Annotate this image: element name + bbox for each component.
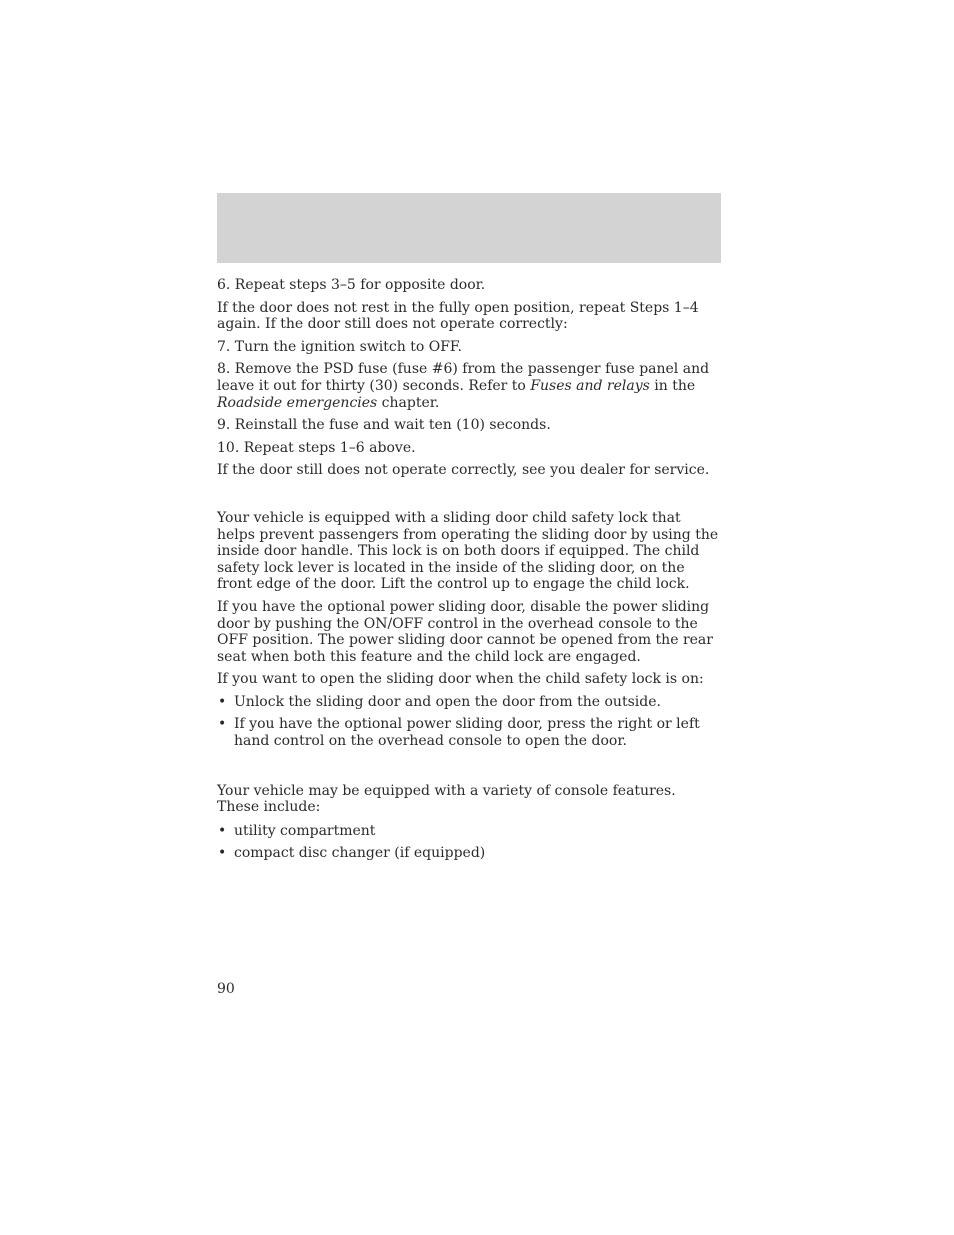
list-item-text: compact disc changer (if equipped) [234,845,486,862]
child-lock-paragraph-1: Your vehicle is equipped with a sliding door child safety lock that helps prevent passengers from operating the sliding door by using the inside door handle. This lock is on both doors if equipped. The child safety lock lever is located in the inside of the sliding door, on the front edge of the door. Lift the control up to engage the child lock. [217,509,719,593]
list-item-text: If you have the optional power sliding door, press the right or left hand control on the overhead console to open the door. [234,716,700,750]
bullet-glyph: • [218,716,227,733]
list-item [217,694,721,711]
fuses-relays-reference: Fuses and relays [530,377,650,394]
step-8-text-b: in the [649,377,696,394]
list-item [217,823,721,840]
list-item-text: utility compartment [234,822,376,839]
step-6: 6. Repeat steps 3–5 for opposite door. [217,277,486,293]
child-lock-paragraph-3: If you want to open the sliding door when the child safety lock is on: [217,671,704,688]
section-gap [217,756,721,783]
list-item-text: Unlock the sliding door and open the door from the outside. [234,693,661,710]
list-item [217,845,721,862]
child-lock-bullet-list [217,694,721,750]
child-lock-paragraph-2: If you have the optional power sliding door, disable the power sliding door by pushing the ON/OFF control in the overhead console to the OFF position. The power sliding door cannot be opened from the rear seat when both this feature and the child lock are engaged. [217,598,713,665]
page-content [217,277,721,868]
bullet-glyph: • [218,693,227,710]
bullet-glyph: • [218,822,227,839]
step-8-text-c: chapter. [377,394,440,411]
step-7: 7. Turn the ignition switch to OFF. [217,338,462,355]
step-10: 10. Repeat steps 1–6 above. [217,439,416,456]
console-paragraph-1: Your vehicle may be equipped with a variety of console features. These include: [217,782,676,816]
header-band [217,193,721,263]
list-item [217,716,721,749]
roadside-emergencies-reference: Roadside emergencies [217,394,378,411]
step-8-text-a: 8. Remove the PSD fuse (fuse #6) from the passenger fuse panel and leave it out for thirty (30) seconds. Refer to [217,361,710,394]
step-8 [217,361,721,411]
page-number: 90 [217,981,235,997]
if-still-paragraph: If the door still does not operate correctly, see you dealer for service. [217,462,710,479]
section-gap [217,485,721,510]
step-9: 9. Reinstall the fuse and wait ten (10) seconds. [217,417,551,434]
if-not-open-paragraph: If the door does not rest in the fully open position, repeat Steps 1–4 again. If the door still does not operate correctly: [217,299,699,333]
console-bullet-list [217,823,721,862]
bullet-glyph: • [218,845,227,862]
